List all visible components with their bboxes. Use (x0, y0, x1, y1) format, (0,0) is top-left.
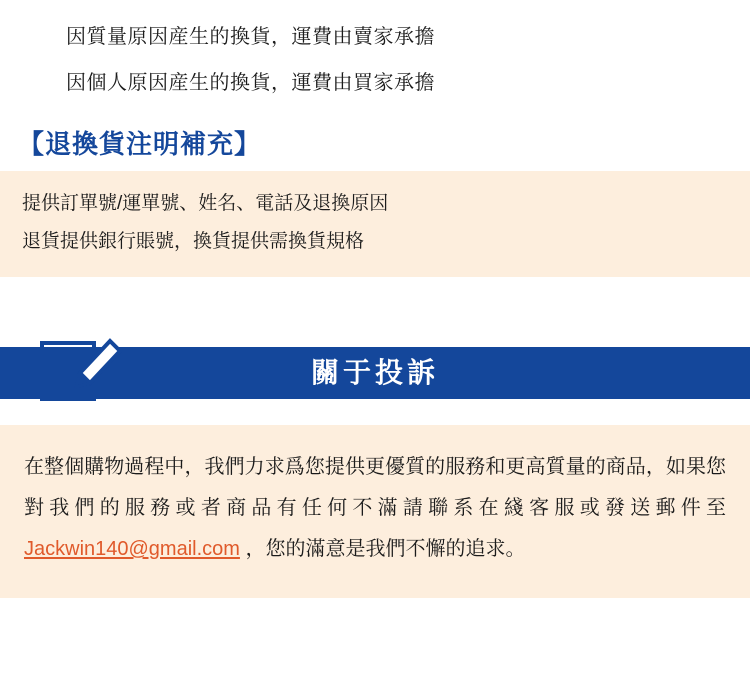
policy-line: 因質量原因産生的換貨，運費由賣家承擔 (66, 26, 435, 48)
complaint-body-text (24, 447, 726, 570)
policy-lines (0, 0, 750, 106)
return-note-block (0, 171, 750, 277)
banner-title: 關于投訴 (310, 357, 439, 388)
note-line: 提供訂單號/運單號、姓名、電話及退換原因 (22, 193, 389, 214)
pencil-edit-icon (36, 329, 122, 405)
note-line: 退貨提供銀行賬號，換貨提供需換貨規格 (22, 231, 365, 252)
section-heading-return-note: 【退換貨注明補充】 (18, 129, 262, 159)
complaint-banner (0, 329, 750, 405)
policy-line: 因個人原因産生的換貨，運費由買家承擔 (66, 72, 435, 94)
complaint-text-after-email: ，您的滿意是我們不懈的追求。 (239, 538, 526, 560)
support-email-link[interactable]: Jackwin140@gmail.com (24, 538, 240, 560)
complaint-body-block (0, 425, 750, 598)
complaint-text-before-email: 在整個購物過程中，我們力求爲您提供更優質的服務和更高質量的商品，如果您對我們的服務或者商品有任何不滿請聯系在綫客服或發送郵件至 (24, 456, 726, 519)
